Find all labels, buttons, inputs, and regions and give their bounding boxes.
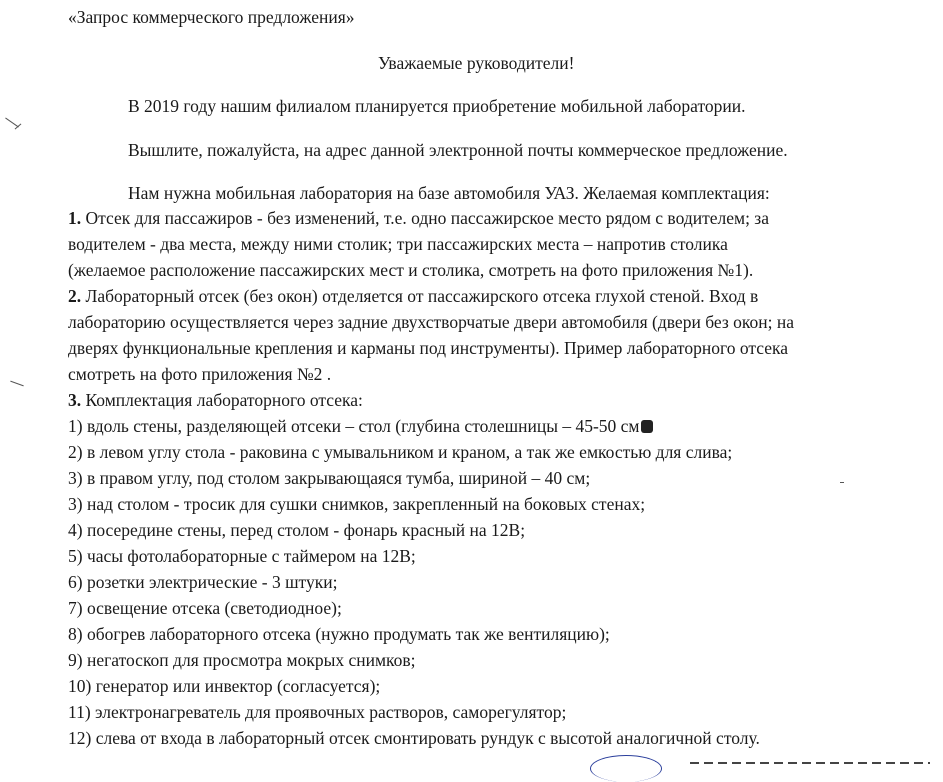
list-item: 4) посередине стены, перед столом - фонарь красный на 12В;	[68, 520, 526, 540]
list-item: 3) в правом углу, под столом закрывающаяся тумба, шириной – 40 см;	[68, 468, 591, 488]
list-item: 10) генератор или инвектор (согласуется);	[68, 676, 381, 696]
ink-blot	[641, 420, 653, 433]
intro-paragraph-2: Вышлите, пожалуйста, на адрес данной электронной почты коммерческое предложение.	[128, 140, 788, 160]
section-number: 1.	[68, 208, 82, 228]
list-item: 11) электронагреватель для проявочных растворов, саморегулятор;	[68, 702, 567, 722]
greeting: Уважаемые руководители!	[378, 53, 575, 73]
document-title: «Запрос коммерческого предложения»	[68, 7, 355, 27]
list-item: 12) слева от входа в лабораторный отсек смонтировать рундук с высотой аналогичной столу.	[68, 728, 760, 748]
list-item: 6) розетки электрические - 3 штуки;	[68, 572, 338, 592]
section-3-line-1: 3. Комплектация лабораторного отсека:	[68, 390, 363, 410]
scan-artifact	[10, 381, 23, 387]
list-item: 5) часы фотолабораторные с таймером на 12В;	[68, 546, 416, 566]
cut-off-text	[690, 758, 930, 767]
section-number: 3.	[68, 390, 82, 410]
list-item: 2) в левом углу стола - раковина с умывальником и краном, а так же емкостью для слива;	[68, 442, 733, 462]
section-2-line-4: смотреть на фото приложения №2 .	[68, 364, 332, 384]
list-item: 3) над столом - тросик для сушки снимков, закрепленный на боковых стенах;	[68, 494, 646, 514]
signature-stamp	[590, 755, 662, 782]
intro-paragraph-1: В 2019 году нашим филиалом планируется приобретение мобильной лаборатории.	[128, 96, 746, 116]
section-2-line-3: дверях функциональные крепления и карманы под инструменты). Пример лабораторного отсека	[68, 338, 788, 358]
section-number: 2.	[68, 286, 82, 306]
section-2-line-1: 2. Лабораторный отсек (без окон) отделяется от пассажирского отсека глухой стеной. Вход в	[68, 286, 759, 306]
section-2-line-2: лабораторию осуществляется через задние двухстворчатые двери автомобиля (двери без окон; на	[68, 312, 794, 332]
list-item: 1) вдоль стены, разделяющей отсеки – стол (глубина столешницы – 45-50 см	[68, 415, 653, 437]
list-item: 9) негатоскоп для просмотра мокрых снимков;	[68, 650, 416, 670]
section-1-line-2: водителем - два места, между ними столик; три пассажирских места – напротив столика	[68, 234, 728, 254]
list-item: 7) освещение отсека (светодиодное);	[68, 598, 342, 618]
section-1-line-3: (желаемое расположение пассажирских мест и столика, смотреть на фото приложения №1).	[68, 260, 754, 280]
scan-artifact	[840, 482, 844, 483]
section-1-line-1: 1. Отсек для пассажиров - без изменений, т.е. одно пассажирское место рядом с водителем; за	[68, 208, 769, 228]
list-item: 8) обогрев лабораторного отсека (нужно продумать так же вентиляцию);	[68, 624, 610, 644]
intro-paragraph-3: Нам нужна мобильная лаборатория на базе автомобиля УАЗ. Желаемая комплектация:	[128, 183, 770, 203]
